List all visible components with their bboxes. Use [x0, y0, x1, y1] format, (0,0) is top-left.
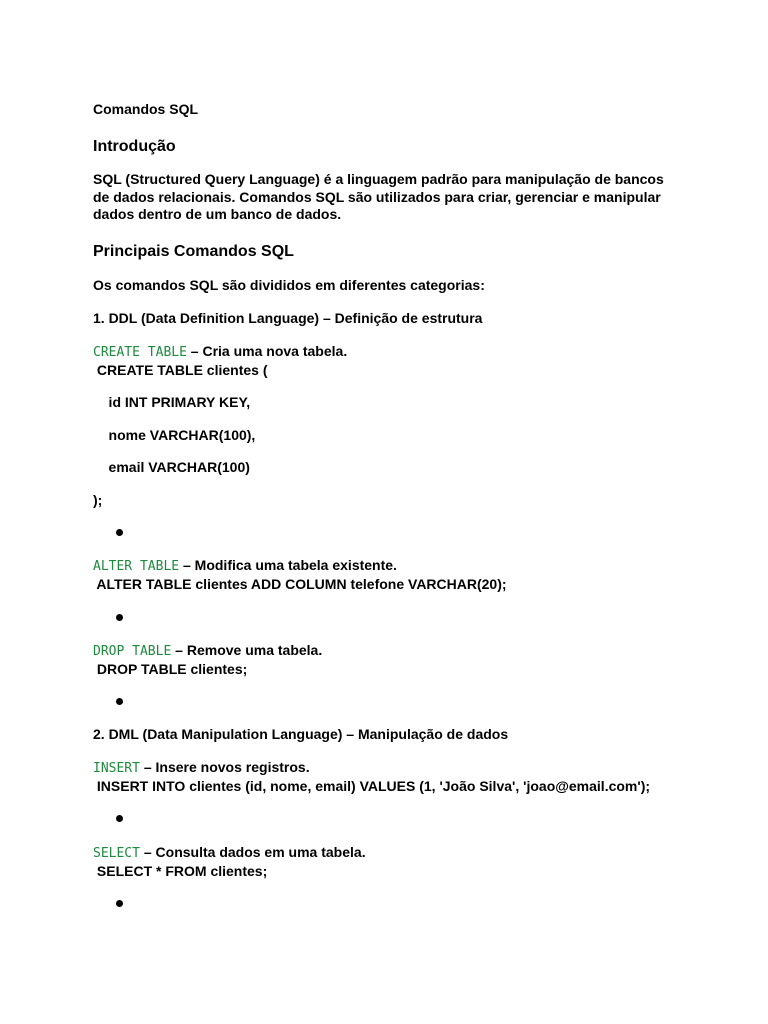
main-heading: Principais Comandos SQL [93, 243, 294, 260]
insert-description: – Insere novos registros. [139, 759, 310, 775]
drop-table-code: DROP TABLE clientes; [93, 661, 248, 677]
create-table-line [93, 343, 347, 361]
intro-paragraph: SQL (Structured Query Language) é a linguagem padrão para manipulação de bancos de dados relacionais. Comandos SQL são utilizados para criar, gerenciar e manipular dados dentro de um banco de dados. [93, 171, 664, 222]
list-bullet [116, 698, 123, 705]
select-keyword: SELECT [93, 846, 140, 861]
drop-table-description: – Remove uma tabela. [171, 642, 323, 658]
drop-table-line [93, 642, 322, 660]
list-bullet [116, 815, 123, 822]
dml-heading: 2. DML (Data Manipulation Language) – Manipulação de dados [93, 726, 509, 742]
insert-line [93, 759, 310, 777]
ddl-heading: 1. DDL (Data Definition Language) – Definição de estrutura [93, 310, 483, 326]
alter-table-keyword: ALTER TABLE [93, 559, 180, 574]
list-bullet [116, 900, 123, 907]
create-table-keyword: CREATE TABLE [93, 345, 187, 360]
code-line: email VARCHAR(100) [93, 459, 250, 475]
list-bullet [116, 529, 123, 536]
alter-table-code: ALTER TABLE clientes ADD COLUMN telefone VARCHAR(20); [93, 576, 507, 592]
list-bullet [116, 614, 123, 621]
code-line: nome VARCHAR(100), [93, 427, 256, 443]
create-table-description: – Cria uma nova tabela. [186, 343, 348, 359]
document-title: Comandos SQL [93, 101, 199, 117]
alter-table-line [93, 557, 397, 575]
alter-table-description: – Modifica uma tabela existente. [179, 557, 397, 573]
drop-table-keyword: DROP TABLE [93, 644, 172, 659]
select-line [93, 844, 366, 862]
code-line: ); [93, 492, 103, 508]
intro-heading: Introdução [93, 138, 176, 155]
select-code: SELECT * FROM clientes; [93, 863, 268, 879]
insert-keyword: INSERT [93, 761, 140, 776]
select-description: – Consulta dados em uma tabela. [139, 844, 366, 860]
code-line: CREATE TABLE clientes ( [93, 362, 268, 378]
code-line: id INT PRIMARY KEY, [93, 394, 251, 410]
categories-intro: Os comandos SQL são divididos em diferentes categorias: [93, 277, 485, 293]
insert-code: INSERT INTO clientes (id, nome, email) VALUES (1, 'João Silva', 'joao@email.com'); [93, 778, 651, 794]
